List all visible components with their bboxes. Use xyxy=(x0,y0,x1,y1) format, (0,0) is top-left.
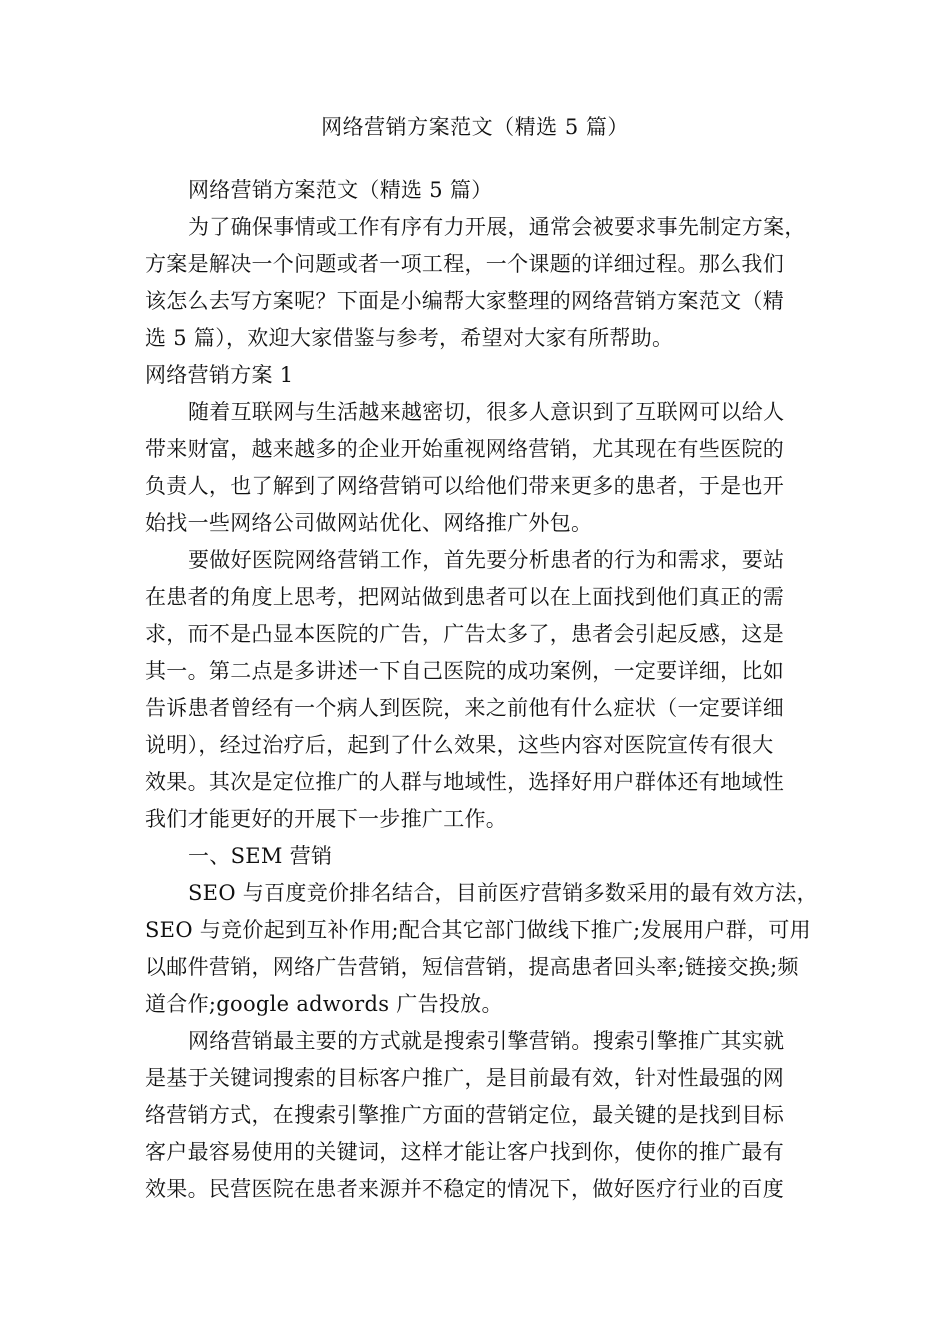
paragraph-line: 选 5 篇），欢迎大家借鉴与参考，希望对大家有所帮助。 xyxy=(145,326,674,350)
section-heading: 网络营销方案 1 xyxy=(145,363,294,387)
subtitle-line: 网络营销方案范文（精选 5 篇） xyxy=(188,178,493,202)
paragraph-line: 求，而不是凸显本医院的广告，广告太多了，患者会引起反感，这是 xyxy=(145,622,784,646)
paragraph-line: 道合作;google adwords 广告投放。 xyxy=(145,992,503,1016)
paragraph-line: 客户最容易使用的关键词，这样才能让客户找到你，使你的推广最有 xyxy=(145,1140,784,1164)
paragraph-line: 络营销方式，在搜索引擎推广方面的营销定位，最关键的是找到目标 xyxy=(145,1103,784,1127)
document-title: 网络营销方案范文（精选 5 篇） xyxy=(321,115,629,139)
subsection-heading: 一、SEM 营销 xyxy=(188,844,333,868)
paragraph-line: SEO 与百度竞价排名结合，目前医疗营销多数采用的最有效方法， xyxy=(188,881,818,905)
paragraph-line: 该怎么去写方案呢？下面是小编帮大家整理的网络营销方案范文（精 xyxy=(145,289,784,313)
paragraph-line: 是基于关键词搜索的目标客户推广，是目前最有效，针对性最强的网 xyxy=(145,1066,784,1090)
paragraph-line: 效果。其次是定位推广的人群与地域性，选择好用户群体还有地域性 xyxy=(145,770,784,794)
paragraph-line: 其一。第二点是多讲述一下自己医院的成功案例，一定要详细，比如 xyxy=(145,659,784,683)
paragraph-line: 效果。民营医院在患者来源并不稳定的情况下，做好医疗行业的百度 xyxy=(145,1177,784,1201)
paragraph-line: 在患者的角度上思考，把网站做到患者可以在上面找到他们真正的需 xyxy=(145,585,784,609)
paragraph-line: 网络营销最主要的方式就是搜索引擎营销。搜索引擎推广其实就 xyxy=(188,1029,785,1053)
paragraph-line: 说明），经过治疗后，起到了什么效果，这些内容对医院宣传有很大 xyxy=(145,733,774,757)
paragraph-line: 负责人，也了解到了网络营销可以给他们带来更多的患者，于是也开 xyxy=(145,474,784,498)
paragraph-line: SEO 与竞价起到互补作用;配合其它部门做线下推广;发展用户群，可用 xyxy=(145,918,811,942)
paragraph-line: 告诉患者曾经有一个病人到医院，来之前他有什么症状（一定要详细 xyxy=(145,696,784,720)
paragraph-line: 始找一些网络公司做网站优化、网络推广外包。 xyxy=(145,511,593,535)
paragraph-line: 方案是解决一个问题或者一项工程，一个课题的详细过程。那么我们 xyxy=(145,252,784,276)
paragraph-line: 我们才能更好的开展下一步推广工作。 xyxy=(145,807,508,831)
paragraph-line: 为了确保事情或工作有序有力开展，通常会被要求事先制定方案， xyxy=(188,215,806,239)
paragraph-line: 以邮件营销，网络广告营销，短信营销，提高患者回头率;链接交换;频 xyxy=(145,955,799,979)
paragraph-line: 要做好医院网络营销工作，首先要分析患者的行为和需求，要站 xyxy=(188,548,785,572)
paragraph-line: 随着互联网与生活越来越密切，很多人意识到了互联网可以给人 xyxy=(188,400,785,424)
paragraph-line: 带来财富，越来越多的企业开始重视网络营销，尤其现在有些医院的 xyxy=(145,437,784,461)
